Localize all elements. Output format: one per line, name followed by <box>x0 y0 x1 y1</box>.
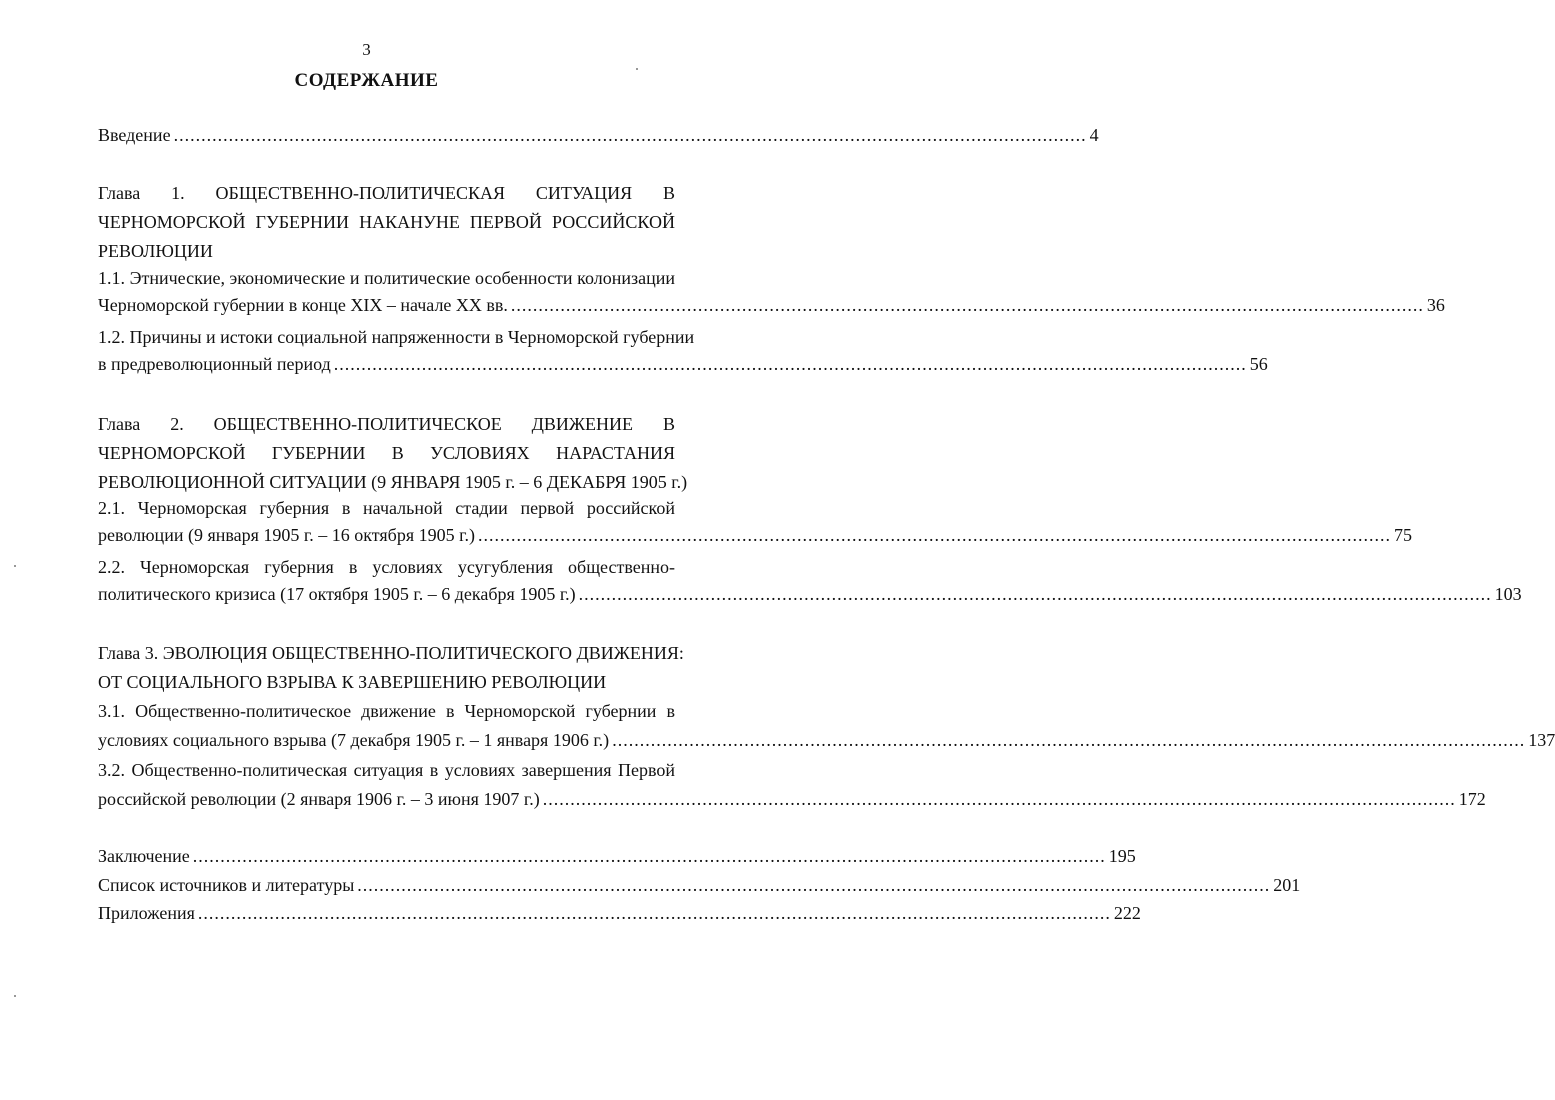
toc-entry-page: 4 <box>1089 125 1099 145</box>
section-3-2-line-2[interactable] <box>98 785 1486 813</box>
section-2-2-line-1[interactable]: 2.2. Черноморская губерния в условиях усугубления общественно- <box>98 557 675 577</box>
section-1-2-line-1[interactable]: 1.2. Причины и истоки социальной напряженности в Черноморской губернии <box>98 327 695 347</box>
toc-entry-page: 195 <box>1108 846 1136 866</box>
toc-entry-page: 103 <box>1494 584 1522 604</box>
toc-entry-sources[interactable] <box>98 871 1301 899</box>
toc-entry-page: 75 <box>1393 525 1412 545</box>
chapter-1-heading-line-3[interactable]: РЕВОЛЮЦИИ <box>98 241 213 261</box>
toc-entry-label: российской революции (2 января 1906 г. – 3 июня 1907 г.) <box>98 789 540 809</box>
table-of-contents <box>98 0 1555 1100</box>
dot-leader: ...................................................................................................................................................................... <box>197 903 1111 923</box>
toc-entry-label: условиях социального взрыва (7 декабря 1905 г. – 1 января 1906 г.) <box>98 730 610 750</box>
dot-leader: ...................................................................................................................................................................... <box>542 789 1456 809</box>
page-title: СОДЕРЖАНИЕ <box>294 70 439 91</box>
scan-speck <box>14 995 16 997</box>
page-number: 3 <box>362 40 371 59</box>
toc-entry-label: Заключение <box>98 846 190 866</box>
chapter-3-heading-line-2[interactable]: ОТ СОЦИАЛЬНОГО ВЗРЫВА К ЗАВЕРШЕНИЮ РЕВОЛЮЦИИ <box>98 672 607 692</box>
toc-entry-label: Приложения <box>98 903 195 923</box>
dot-leader: ...................................................................................................................................................................... <box>578 584 1492 604</box>
toc-entry-label: революции (9 января 1905 г. – 16 октября 1905 г.) <box>98 525 475 545</box>
section-3-1-line-2[interactable] <box>98 726 1555 754</box>
section-1-1-line-1[interactable]: 1.1. Этнические, экономические и политические особенности колонизации <box>98 268 675 288</box>
toc-entry-label: Введение <box>98 125 171 145</box>
toc-entry-label: Черноморской губернии в конце XIX – начале XX вв. <box>98 295 508 315</box>
chapter-2-heading-line-1[interactable]: Глава 2. ОБЩЕСТВЕННО-ПОЛИТИЧЕСКОЕ ДВИЖЕНИЕ В <box>98 414 675 434</box>
chapter-3-heading-line-1[interactable]: Глава 3. ЭВОЛЮЦИЯ ОБЩЕСТВЕННО-ПОЛИТИЧЕСКОГО ДВИЖЕНИЯ: <box>98 643 684 663</box>
dot-leader: ...................................................................................................................................................................... <box>510 295 1424 315</box>
toc-entry-page: 137 <box>1528 730 1555 750</box>
toc-entry-page: 56 <box>1249 354 1268 374</box>
chapter-2-heading-line-2[interactable]: ЧЕРНОМОРСКОЙ ГУБЕРНИИ В УСЛОВИЯХ НАРАСТАНИЯ <box>98 443 675 463</box>
dot-leader: ...................................................................................................................................................................... <box>173 125 1087 145</box>
chapter-1-heading-line-1[interactable]: Глава 1. ОБЩЕСТВЕННО-ПОЛИТИЧЕСКАЯ СИТУАЦИЯ В <box>98 183 675 203</box>
section-2-1-line-1[interactable]: 2.1. Черноморская губерния в начальной стадии первой российской <box>98 498 675 518</box>
section-2-2-line-2[interactable] <box>98 580 1522 608</box>
chapter-2-heading-line-3[interactable]: РЕВОЛЮЦИОННОЙ СИТУАЦИИ (9 ЯНВАРЯ 1905 г. – 6 ДЕКАБРЯ 1905 г.) <box>98 472 688 492</box>
toc-entry-page: 201 <box>1273 875 1301 895</box>
dot-leader: ...................................................................................................................................................................... <box>612 730 1526 750</box>
chapter-1-heading-line-2[interactable]: ЧЕРНОМОРСКОЙ ГУБЕРНИИ НАКАНУНЕ ПЕРВОЙ РОССИЙСКОЙ <box>98 212 675 232</box>
toc-entry-page: 222 <box>1113 903 1141 923</box>
section-3-2-line-1[interactable]: 3.2. Общественно-политическая ситуация в условиях завершения Первой <box>98 760 675 780</box>
scan-speck <box>14 565 16 567</box>
toc-entry-label: Список источников и литературы <box>98 875 355 895</box>
section-1-1-line-2[interactable] <box>98 291 1445 319</box>
scan-speck <box>636 68 638 70</box>
toc-entry-label: в предреволюционный период <box>98 354 331 374</box>
toc-entry-appendices[interactable] <box>98 899 1141 927</box>
toc-entry-label: политического кризиса (17 октября 1905 г. – 6 декабря 1905 г.) <box>98 584 576 604</box>
dot-leader: ...................................................................................................................................................................... <box>357 875 1271 895</box>
dot-leader: ...................................................................................................................................................................... <box>192 846 1106 866</box>
section-2-1-line-2[interactable] <box>98 521 1412 549</box>
section-3-1-line-1[interactable]: 3.1. Общественно-политическое движение в Черноморской губернии в <box>98 701 675 721</box>
dot-leader: ...................................................................................................................................................................... <box>477 525 1391 545</box>
toc-entry-intro[interactable] <box>98 121 1099 149</box>
toc-entry-conclusion[interactable] <box>98 842 1136 870</box>
toc-entry-page: 36 <box>1426 295 1445 315</box>
section-1-2-line-2[interactable] <box>98 350 1268 378</box>
dot-leader: ...................................................................................................................................................................... <box>333 354 1247 374</box>
toc-entry-page: 172 <box>1458 789 1486 809</box>
